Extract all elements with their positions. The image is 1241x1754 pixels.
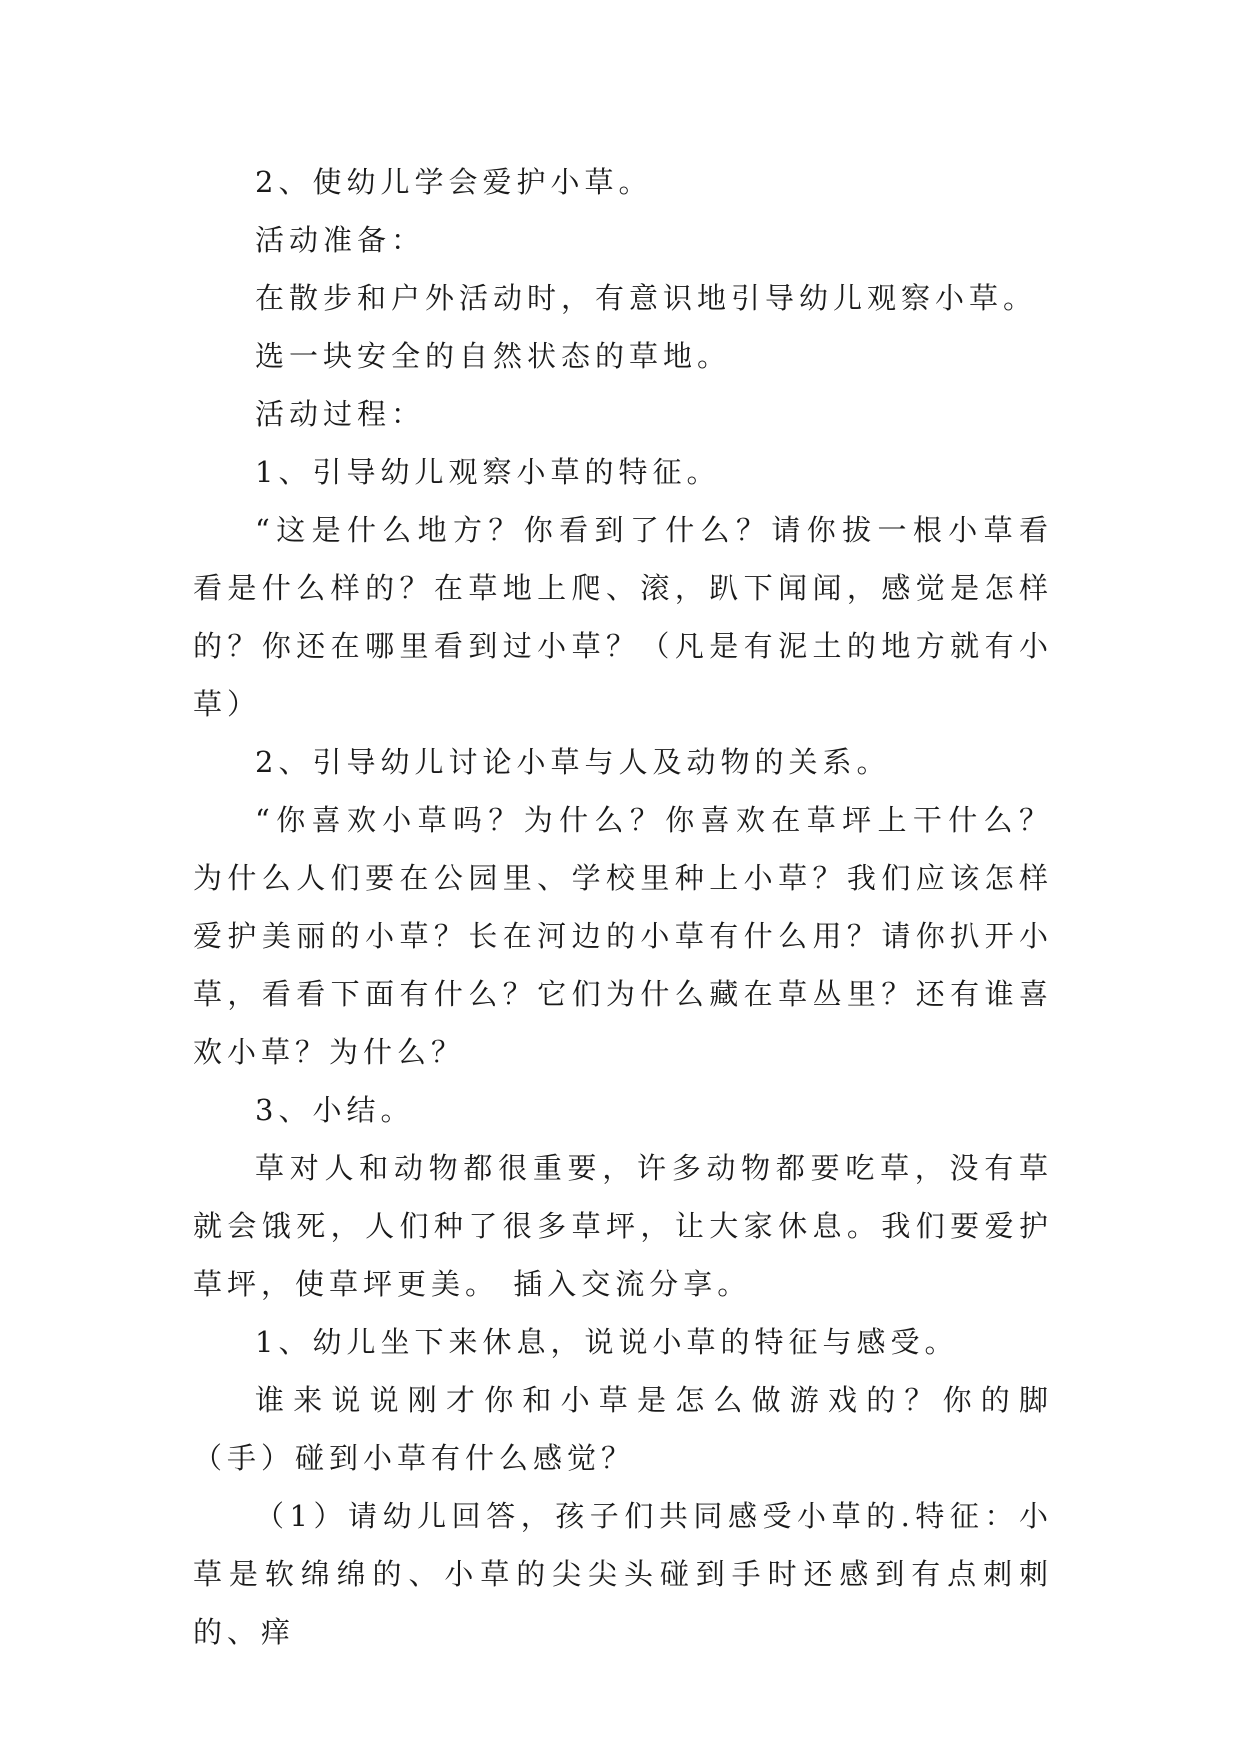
paragraph-3: 在散步和户外活动时，有意识地引导幼儿观察小草。 [255,281,1038,315]
paragraph-13: 谁来说说刚才你和小草是怎么做游戏的？你的脚（手）碰到小草有什么感觉？ [193,1383,1053,1475]
paragraph-2: 活动准备： [255,223,426,257]
paragraph-12: 1、幼儿坐下来休息，说说小草的特征与感受。 [255,1325,959,1359]
document-body [193,153,1053,1661]
paragraph-11: 草对人和动物都很重要，许多动物都要吃草，没有草就会饿死，人们种了很多草坪，让大家休息。我们要爱护草坪，使草坪更美。 插入交流分享。 [193,1151,1053,1301]
paragraph-9: “你喜欢小草吗？为什么？你喜欢在草坪上干什么？为什么人们要在公园里、学校里种上小草？我们应该怎样爱护美丽的小草？长在河边的小草有什么用？请你扒开小草，看看下面有什么？它们为什么藏在草丛里？还有谁喜欢小草？为什么？ [193,803,1053,1069]
paragraph-6: 1、引导幼儿观察小草的特征。 [255,455,721,489]
paragraph-10: 3、小结。 [255,1093,415,1127]
paragraph-5: 活动过程： [255,397,426,431]
paragraph-4: 选一块安全的自然状态的草地。 [255,339,732,373]
paragraph-1: 2、使幼儿学会爱护小草。 [255,165,653,199]
paragraph-7: “这是什么地方？你看到了什么？请你拔一根小草看看是什么样的？在草地上爬、滚，趴下闻闻，感觉是怎样的？你还在哪里看到过小草？（凡是有泥土的地方就有小草） [193,513,1053,721]
paragraph-14: （1）请幼儿回答，孩子们共同感受小草的.特征：小草是软绵绵的、小草的尖尖头碰到手时还感到有点刺刺的、痒 [193,1499,1053,1649]
paragraph-8: 2、引导幼儿讨论小草与人及动物的关系。 [255,745,891,779]
